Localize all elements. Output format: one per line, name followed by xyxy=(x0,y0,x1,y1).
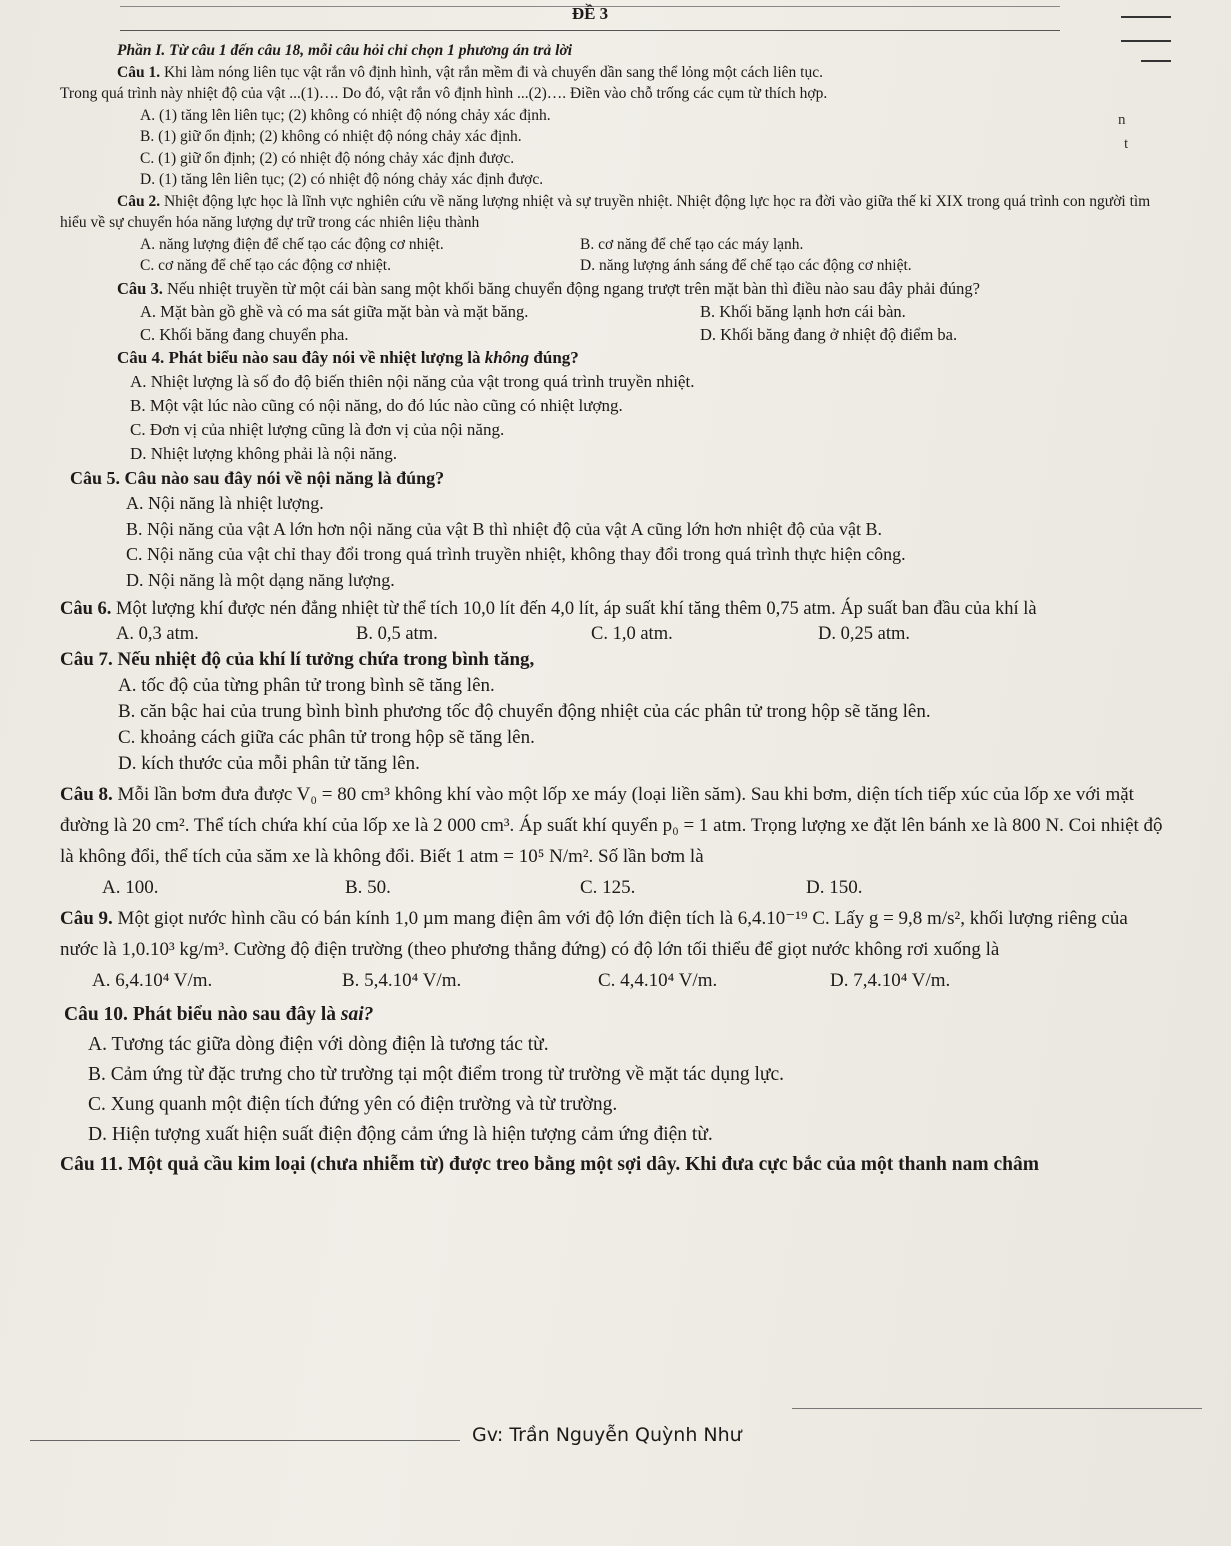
option-c: C. Nội năng của vật chỉ thay đổi trong quá trình truyền nhiệt, không thay đổi trong quá trình thực hiện công. xyxy=(126,544,906,564)
question-1 xyxy=(60,62,1170,191)
footer-rule-left xyxy=(30,1440,460,1441)
option-d: D. năng lượng ánh sáng để chế tạo các động cơ nhiệt. xyxy=(580,257,912,274)
question-stem: Phát biểu nào sau đây là xyxy=(132,1004,336,1025)
option-c: C. Đơn vị của nhiệt lượng cũng là đơn vị của nội năng. xyxy=(130,419,505,439)
question-stem: Trong quá trình này nhiệt độ của vật ...(1)…. Do đó, vật rắn vô định hình ...(2)…. Điền vào chỗ trống các cụm từ thích hợp. xyxy=(60,85,828,102)
question-stem: đúng? xyxy=(533,347,579,367)
part-heading: Phần I. Từ câu 1 đến câu 18, mỗi câu hỏi chỉ chọn 1 phương án trả lời xyxy=(117,42,573,59)
question-number: Câu 11. xyxy=(60,1154,123,1175)
option-d: D. (1) tăng lên liên tục; (2) có nhiệt độ nóng chảy xác định được. xyxy=(140,171,544,188)
option-c: C. Xung quanh một điện tích đứng yên có điện trường và từ trường. xyxy=(88,1094,618,1115)
option-b: B. 50. xyxy=(345,877,391,898)
option-c: C. khoảng cách giữa các phân tử trong hộp sẽ tăng lên. xyxy=(118,727,535,748)
question-number: Câu 2. xyxy=(117,192,161,210)
question-stem-emphasis: không xyxy=(484,347,530,367)
question-stem: Nhiệt động lực học là lĩnh vực nghiên cứu về năng lượng nhiệt và sự truyền nhiệt. Nhiệt động lực học ra đời vào giữa thế kỉ XIX trong quá trình con người tìm hiểu về sự chuyển hóa năng lượng dự trữ trong các nhiên liệu thành xyxy=(60,192,1151,231)
question-number: Câu 3. xyxy=(117,278,163,298)
option-c: C. 125. xyxy=(580,877,636,898)
teacher-name: Gv: Trần Nguyễn Quỳnh Như xyxy=(472,1424,742,1446)
option-a: A. 6,4.10⁴ V/m. xyxy=(92,970,213,991)
question-3 xyxy=(60,277,1170,346)
question-10 xyxy=(60,1000,1170,1150)
option-a: A. năng lượng điện để chế tạo các động cơ nhiệt. xyxy=(140,235,444,253)
option-c: C. 1,0 atm. xyxy=(591,624,673,644)
question-stem: Phát biểu nào sau đây nói về nhiệt lượng là xyxy=(168,347,481,367)
question-number: Câu 4. xyxy=(117,347,165,367)
option-a: A. (1) tăng lên liên tục; (2) không có nhiệt độ nóng chảy xác định. xyxy=(140,106,551,124)
option-a: A. Tương tác giữa dòng điện với dòng điện là tương tác từ. xyxy=(88,1034,549,1055)
option-c: C. cơ năng để chế tạo các động cơ nhiệt. xyxy=(140,257,391,274)
question-4 xyxy=(60,346,1170,466)
margin-mark: t xyxy=(1124,136,1129,152)
question-number: Câu 9. xyxy=(60,908,113,929)
option-b: B. căn bậc hai của trung bình bình phương tốc độ chuyển động nhiệt của các phân tử trong hộp sẽ tăng lên. xyxy=(118,701,931,722)
option-b: B. cơ năng để chế tạo các máy lạnh. xyxy=(580,235,804,253)
question-2 xyxy=(60,191,1170,277)
option-b: B. Nội năng của vật A lớn hơn nội năng của vật B thì nhiệt độ của vật A cũng lớn hơn nhiệt độ của vật B. xyxy=(126,518,882,539)
exam-title: ĐỀ 3 xyxy=(571,4,609,23)
option-a: A. 0,3 atm. xyxy=(116,624,199,644)
option-d: D. kích thước của mỗi phân tử tăng lên. xyxy=(118,753,420,774)
margin-mark: n xyxy=(1118,112,1126,128)
option-b: B. Cảm ứng từ đặc trưng cho từ trường tại một điểm trong từ trường về mặt tác dụng lực. xyxy=(88,1064,785,1085)
question-number: Câu 8. xyxy=(60,784,113,805)
question-stem: Một lượng khí được nén đẳng nhiệt từ thể tích 10,0 lít đến 4,0 lít, áp suất khí tăng thêm 0,75 atm. Áp suất ban đầu của khí là xyxy=(116,599,1037,619)
option-d: D. Nhiệt lượng không phải là nội năng. xyxy=(130,443,398,463)
option-d: D. Nội năng là một dạng năng lượng. xyxy=(126,569,395,590)
option-d: D. 7,4.10⁴ V/m. xyxy=(830,970,951,991)
option-d: D. 150. xyxy=(806,877,863,898)
header-rule xyxy=(120,30,1060,31)
question-6 xyxy=(60,597,1170,647)
question-number: Câu 7. xyxy=(60,649,113,670)
footer-rule-right xyxy=(792,1408,1202,1409)
option-c: C. (1) giữ ổn định; (2) có nhiệt độ nóng chảy xác định được. xyxy=(140,149,515,167)
question-stem: Một giọt nước hình cầu có bán kính 1,0 µm mang điện âm với độ lớn điện tích là 6,4.10⁻¹⁹ C. Lấy g = 9,8 m/s², khối lượng riêng của nước là 1,0.10³ kg/m³. Cường độ điện trường (theo phương thẳng đứng) có độ lớn tối thiểu để giọt nước không rơi xuống là xyxy=(60,908,1128,960)
option-a: A. Mặt bàn gồ ghề và có ma sát giữa mặt bàn và mặt băng. xyxy=(140,301,529,321)
question-5 xyxy=(60,466,1170,594)
option-a: A. 100. xyxy=(102,877,159,898)
option-b: B. Khối băng lạnh hơn cái bàn. xyxy=(700,301,906,321)
exam-content xyxy=(60,40,1170,1180)
question-stem-emphasis: sai? xyxy=(340,1004,374,1025)
question-stem: Câu nào sau đây nói về nội năng là đúng? xyxy=(124,467,445,488)
question-stem: Một quả cầu kim loại (chưa nhiễm từ) được treo bằng một sợi dây. Khi đưa cực bắc của một thanh nam châm xyxy=(127,1154,1039,1175)
option-d: D. Khối băng đang ở nhiệt độ điểm ba. xyxy=(700,324,958,344)
question-stem: Nếu nhiệt truyền từ một cái bàn sang một khối băng chuyển động ngang trượt trên mặt bàn thì điều nào sau đây phải đúng? xyxy=(166,278,980,298)
question-7 xyxy=(60,647,1170,777)
question-number: Câu 6. xyxy=(60,599,112,619)
option-a: A. tốc độ của từng phân tử trong bình sẽ tăng lên. xyxy=(118,675,495,696)
option-b: B. (1) giữ ổn định; (2) không có nhiệt độ nóng chảy xác định. xyxy=(140,128,522,145)
question-number: Câu 5. xyxy=(70,467,121,488)
option-d: D. Hiện tượng xuất hiện suất điện động cảm ứng là hiện tượng cảm ứng điện từ. xyxy=(88,1124,713,1145)
question-8 xyxy=(60,779,1170,903)
question-stem: Nếu nhiệt độ của khí lí tưởng chứa trong bình tăng, xyxy=(117,649,535,670)
option-a: A. Nhiệt lượng là số đo độ biến thiên nội năng của vật trong quá trình truyền nhiệt. xyxy=(130,371,695,391)
option-c: C. 4,4.10⁴ V/m. xyxy=(598,970,718,991)
option-c: C. Khối băng đang chuyển pha. xyxy=(140,324,349,344)
question-9 xyxy=(60,903,1170,996)
option-a: A. Nội năng là nhiệt lượng. xyxy=(126,493,324,513)
question-11 xyxy=(60,1150,1170,1180)
question-number: Câu 10. xyxy=(64,1004,128,1025)
option-d: D. 0,25 atm. xyxy=(818,624,910,644)
question-stem: Khi làm nóng liên tục vật rắn vô định hình, vật rắn mềm đi và chuyển dần sang thể lỏng một cách liên tục. xyxy=(163,63,823,81)
option-b: B. 0,5 atm. xyxy=(356,624,438,644)
option-b: B. Một vật lúc nào cũng có nội năng, do đó lúc nào cũng có nhiệt lượng. xyxy=(130,395,623,415)
question-number: Câu 1. xyxy=(117,63,161,81)
question-stem: Mỗi lần bơm đưa được V₀ = 80 cm³ không khí vào một lốp xe máy (loại liền săm). Sau khi bơm, diện tích tiếp xúc của lốp xe với mặt đường là 20 cm². Thể tích chứa khí của lốp xe là 2 000 cm³. Áp suất khí quyển p₀ = 1 atm. Trọng lượng xe đặt lên bánh xe là 800 N. Coi nhiệt độ là không đổi, thể tích của săm xe là không đổi. Biết 1 atm = 10⁵ N/m². Số lần bơm là xyxy=(60,784,1163,867)
option-b: B. 5,4.10⁴ V/m. xyxy=(342,970,462,991)
